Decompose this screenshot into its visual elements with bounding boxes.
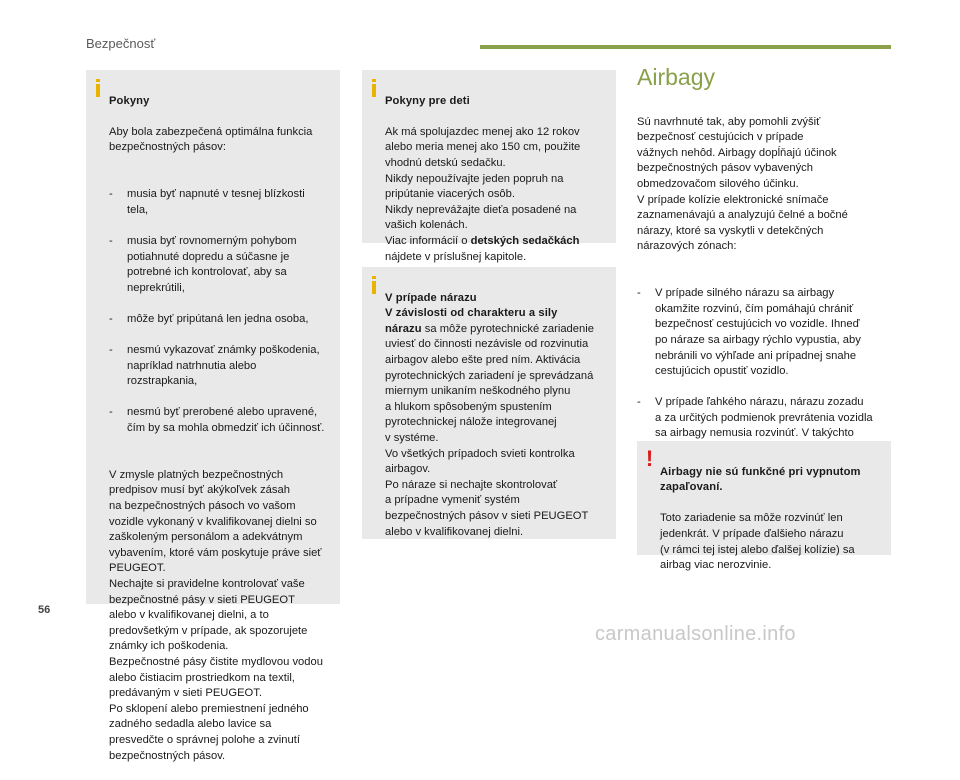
list-item: - nesmú vykazovať známky poškodenia, napríklad natrhnutia alebo rozstrapkania, xyxy=(109,343,336,390)
box-body: V zmysle platných bezpečnostných predpisov musí byť akýkoľvek zásah na bezpečnostných pásoch vo vašom vozidle vykonaný v kvalifikovanej dielni so zaškoleným personálom a adekvátnym vybavením, ktoré vám poskytuje práve sieť PEUGEOT. Nechajte si pravidelne kontrolovať vaše bezpečnostné pásy v sieti PEUGEOT alebo v kvalifikovanej dielni, a to predovšetkým v prípade, ak spozorujete známky ich poškodenia. Bezpečnostné pásy čistite mydlovou vodou alebo čistiacim prostriedkom na textil, predávaným v sieti PEUGEOT. Po sklopení alebo premiestnení jedného zadného sedadla alebo lavice sa presvedčte o správnej polohe a zvinutí bezpečnostných pásov. xyxy=(109,468,323,762)
airbags-intro: Sú navrhnuté tak, aby pomohli zvýšiť bezpečnosť cestujúcich v prípade vážnych nehôd. Airbagy dopĺňajú účinok bezpečnostných pásov vybavených obmedzovačom silového účinku. V prípade kolízie elektronické snímače zaznamenávajú a analyzujú čelné a bočné nárazy, ktoré sa vyskytli v detekčných nárazových zónach: xyxy=(637,115,848,253)
box-body: Toto zariadenie sa môže rozvinúť len jedenkrát. V prípade ďalšieho nárazu (v rámci tej istej alebo ďalšej kolízie) sa airbag viac nerozvinie. xyxy=(660,512,855,572)
info-icon xyxy=(370,276,379,294)
box-title: Pokyny pre deti xyxy=(385,94,470,107)
info-icon xyxy=(370,79,379,97)
info-box-naraz xyxy=(362,267,616,539)
body-emphasis: detských sedačkách xyxy=(470,234,580,247)
box-body xyxy=(385,291,612,541)
body-text: sa môže pyrotechnické zariadenie uviesť do činnosti nezávisle od rozvinutia airbagov alebo ešte pred ním. Aktivácia pyrotechnických zariadení je sprevádzaná miernym unikaním neškodného plynu a hlukom spôsobeným spustením pyrotechnickej nálože integrovanej v systéme. Vo všetkých prípadoch svieti kontrolka airbagov. Po náraze si nechajte skontrolovať a prípadne vymeniť systém bezpečnostných pásov v sieti PEUGEOT alebo v kvalifikovanej dielni. xyxy=(385,322,594,538)
box-body xyxy=(385,125,612,265)
info-box-pokyny xyxy=(86,70,340,762)
box-title: Pokyny xyxy=(109,94,150,107)
bullet-list xyxy=(109,172,336,453)
airbags-section xyxy=(637,99,899,489)
airbags-heading: Airbagy xyxy=(637,64,715,90)
box-title: Airbagy nie sú funkčné pri vypnutom zapaľovaní. xyxy=(660,465,861,494)
body-text: Ak má spolujazdec menej ako 12 rokov alebo meria menej ako 150 cm, použite vhodnú detskú sedačku. Nikdy nepoužívajte jeden popruh na pripútanie viacerých osôb. Nikdy neprevážajte dieťa posadené na vašich kolenách. Viac informácií o xyxy=(385,125,581,247)
section-title: Bezpečnosť xyxy=(86,36,156,51)
list-item: - nesmú byť prerobené alebo upravené, čím by sa mohla obmedziť ich účinnosť. xyxy=(109,405,336,436)
info-box-deti xyxy=(362,70,616,263)
list-item: - musia byť napnuté v tesnej blízkosti tela, xyxy=(109,187,336,218)
warning-box xyxy=(637,441,891,572)
watermark: carmanualsonline.info xyxy=(595,623,796,645)
list-item: - V prípade silného nárazu sa airbagy okamžite rozvinú, čím pomáhajú chrániť bezpečnosť cestujúcich vo vozidle. Ihneď po náraze sa airbagy rýchlo vypustia, aby nebránili vo výhľade ani prípadnej snahe cestujúcich opustiť vozidlo. xyxy=(637,286,899,380)
header-rule xyxy=(480,45,891,49)
list-item: - môže byť pripútaná len jedna osoba, xyxy=(109,312,336,328)
page-number: 56 xyxy=(38,604,51,616)
box-title: V prípade nárazu V závislosti od charakteru a sily nárazu xyxy=(385,291,558,335)
box-intro: Aby bola zabezpečená optimálna funkcia bezpečnostných pásov: xyxy=(109,125,313,154)
body-text-end: nájdete v príslušnej kapitole. xyxy=(385,250,527,263)
warning-icon: ! xyxy=(645,446,654,471)
list-item: - V prípade ľahkého nárazu, nárazu zozadu a za určitých podmienok prevrátenia vozidla sa airbagy nemusia rozvinúť. V takýchto xyxy=(637,395,899,457)
list-item: - musia byť rovnomerným pohybom potiahnuté dopredu a súčasne je potrebné ich kontrolovať, aby sa neprekrútili, xyxy=(109,234,336,296)
info-icon xyxy=(94,79,103,97)
